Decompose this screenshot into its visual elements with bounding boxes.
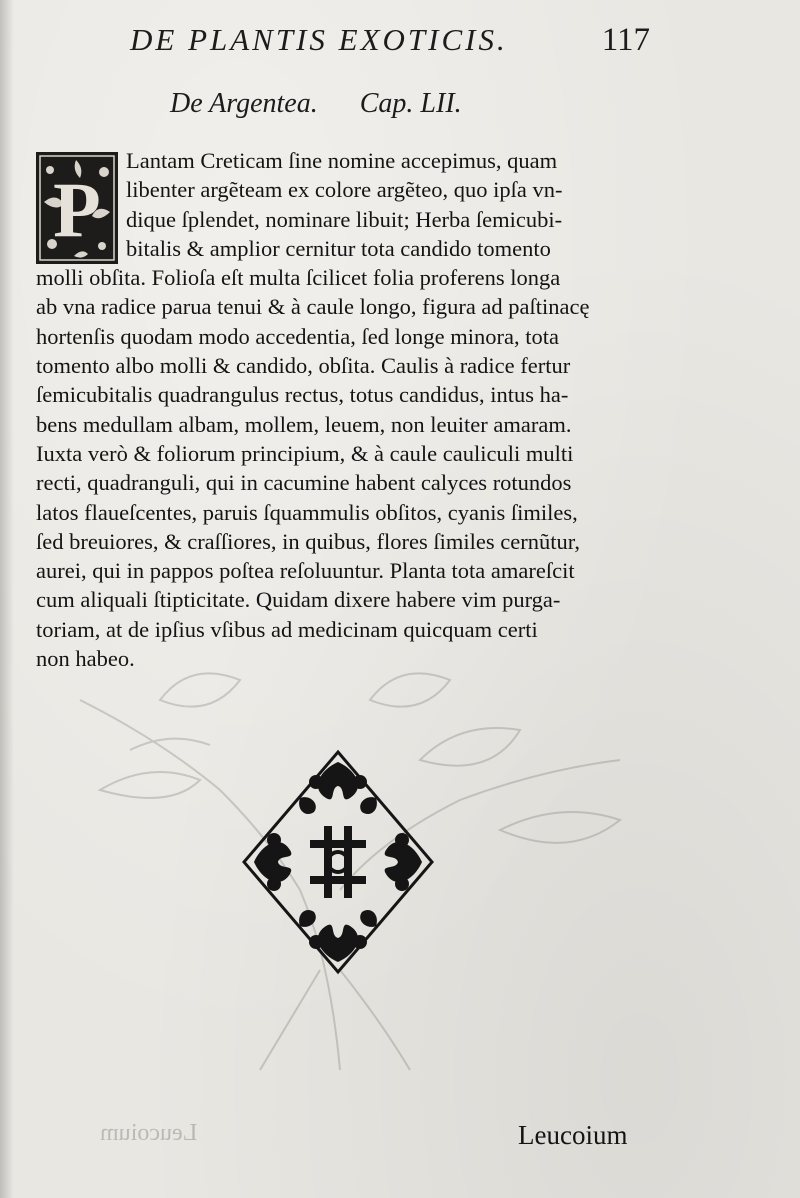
chapter-title: De Argentea. [170, 88, 318, 119]
text-line: ſed breuiores, & craſſiores, in quibus, flores ſimiles cernũtur, [36, 528, 580, 554]
text-line: non habeo. [36, 646, 135, 672]
page-number: 117 [601, 22, 650, 58]
chapter-body-text [36, 146, 676, 673]
text-line: latos flaueſcentes, paruis ſquammulis obſitos, cyanis ſimiles, [36, 499, 578, 525]
text-line: libenter argẽteam ex colore argẽteo, quo ipſa vn- [126, 177, 563, 203]
chapter-heading [170, 88, 570, 124]
page-header [130, 22, 650, 62]
text-line: Lantam Creticam ſine nomine accepimus, quam [126, 148, 558, 173]
text-line: Iuxta verò & foliorum principium, & à caule cauliculi multi [36, 440, 574, 466]
text-line: toriam, at de ipſius vſibus ad medicinam quicquam certi [36, 616, 538, 642]
show-through-mirrored-catchword: Leucoium [100, 1120, 198, 1146]
chapter-number: Cap. LII. [359, 88, 462, 119]
catchword: Leucoium [518, 1120, 628, 1150]
text-line: ab vna radice parua tenui & à caule longo, figura ad paſtinacę [36, 294, 590, 320]
text-line: cum aliquali ſtipticitate. Quidam dixere habere vim purga- [36, 587, 561, 613]
text-line: aurei, qui in pappos poſtea reſoluuntur. Planta tota amareſcit [36, 558, 575, 584]
initial-letter-glyph: P [53, 166, 101, 253]
text-line: ſemicubitalis quadrangulus rectus, totus candidus, intus ha- [36, 382, 569, 408]
text-line: hortenſis quodam modo accedentia, ſed longe minora, tota [36, 323, 559, 349]
text-line: dique ſplendet, nominare libuit; Herba ſemicubi- [126, 206, 563, 232]
text-line: tomento albo molli & candido, obſita. Caulis à radice fertur [36, 353, 571, 379]
gutter-shadow [0, 0, 14, 1198]
text-line: bitalis & amplior cernitur tota candido tomento [126, 235, 551, 261]
text-line: bens medullam albam, mollem, leuem, non leuiter amaram. [36, 411, 572, 437]
text-line: molli obſita. Folioſa eſt multa ſcilicet folia proferens longa [36, 265, 561, 291]
running-title: DE PLANTIS EXOTICIS. [130, 22, 508, 57]
fleuron-ornament-icon [240, 748, 436, 976]
text-line: recti, quadranguli, qui in cacumine habent calyces rotundos [36, 470, 572, 496]
